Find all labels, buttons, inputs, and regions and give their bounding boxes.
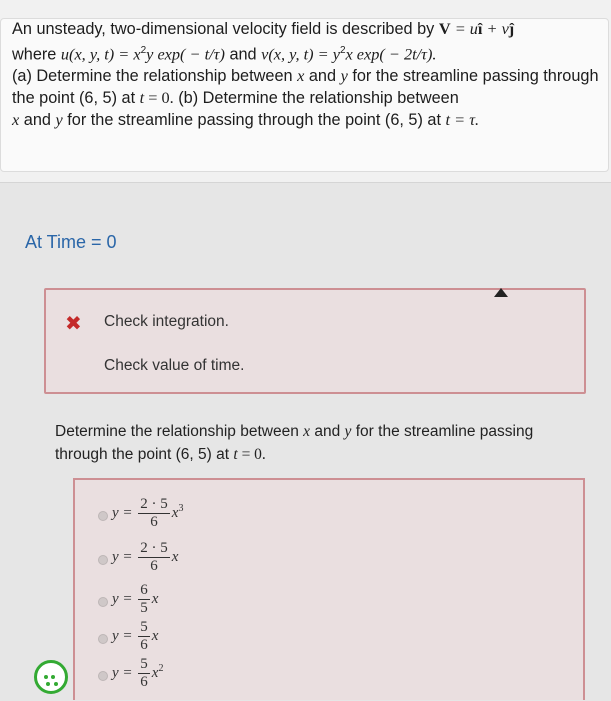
answer-option[interactable] [76, 538, 276, 582]
fraction-denominator: 6 [150, 558, 158, 574]
fraction-denominator: 6 [140, 637, 148, 653]
chat-bubble-icon[interactable] [34, 660, 68, 694]
fraction-denominator: 6 [150, 514, 158, 530]
problem-intro: An unsteady, two-dimensional velocity field is described by [12, 20, 435, 38]
option-exponent: 2 [158, 662, 164, 674]
fraction-denominator: 5 [140, 600, 148, 616]
and-word: and [229, 45, 257, 64]
velocity-symbol: V [438, 19, 451, 38]
option-fraction [138, 496, 170, 531]
part-a-text: (a) Determine the relationship between [12, 67, 293, 86]
answer-option[interactable] [76, 654, 276, 698]
u-definition-tail: y exp( − t/τ) [146, 44, 225, 64]
fraction-numerator: 5 [140, 619, 148, 635]
var-t: t [445, 110, 451, 130]
j-hat: ĵ [508, 19, 515, 38]
option-lhs: y = [112, 627, 133, 644]
radio-button[interactable] [98, 555, 108, 565]
v-definition: v(x, y, t) = y [261, 44, 340, 64]
time-heading: At Time = 0 [25, 232, 117, 252]
option-variable: x [171, 504, 179, 521]
option-variable: x [171, 548, 179, 565]
radio-button[interactable] [98, 511, 108, 521]
var-y: y [340, 66, 348, 86]
answer-option[interactable] [76, 494, 276, 538]
var-x: x [303, 423, 311, 440]
mouse-cursor-icon [494, 288, 508, 297]
option-lhs: y = [112, 548, 133, 565]
u-definition: u(x, y, t) = x [60, 44, 141, 64]
option-lhs: y = [112, 504, 133, 521]
option-fraction [138, 656, 150, 691]
var-y: y [55, 110, 63, 130]
option-fraction [138, 540, 170, 575]
option-variable: x [151, 627, 159, 644]
and-word: and [308, 67, 337, 86]
part-a-text-2: for the streamline passing through the point (6, 5) at [12, 67, 599, 108]
option-variable: x [151, 664, 159, 681]
eq-zero: = 0. [144, 88, 174, 108]
v-definition-tail: x exp( − 2t/τ). [345, 44, 437, 64]
eq-tau: = τ. [450, 110, 480, 130]
var-t: t [139, 88, 145, 108]
option-lhs: y = [112, 664, 133, 681]
fraction-denominator: 6 [140, 674, 148, 690]
feedback-message-2: Check value of time. [104, 357, 245, 374]
radio-button[interactable] [98, 634, 108, 644]
fraction-numerator: 5 [140, 656, 148, 672]
option-fraction [138, 619, 150, 654]
and-word: and [23, 111, 51, 130]
option-lhs: y = [112, 590, 133, 607]
close-icon: ✖ [65, 313, 82, 335]
velocity-plus: + v [482, 19, 509, 38]
i-hat: î [477, 19, 483, 38]
fraction-numerator: 2 · 5 [140, 496, 168, 512]
where-word: where [12, 45, 57, 64]
feedback-box [44, 288, 586, 394]
option-fraction [138, 582, 150, 617]
var-x: x [297, 66, 305, 86]
var-t: t [233, 446, 238, 463]
option-formula [112, 656, 163, 691]
var-x: x [12, 110, 20, 130]
option-formula [112, 582, 158, 617]
and-word: and [314, 423, 341, 440]
question-text-1: Determine the relationship between [55, 423, 299, 440]
part-b-text: (b) Determine the relationship between [178, 89, 459, 108]
problem-statement: An unsteady, two-dimensional velocity field is described by V = uî + vĵ where u(x, y, $t) = x^2y$ exp( − t/τ) and v(x, y, $t) = y^2x$ exp( − 2t/τ). (a) Determine the relationship between x and y for the streamline passing through the point (6, 5) at t = 0. (b) Determine the relationship between x and y for the streamline passing through the point (6, 5) at t = τ. [12, 19, 599, 130]
question-text-2: for the streamline passing through the point (6, 5) at [55, 423, 534, 463]
fraction-numerator: 2 · 5 [140, 540, 168, 556]
question-prompt [55, 420, 575, 466]
velocity-rhs: = u [450, 19, 478, 38]
eq-zero: = 0. [237, 446, 266, 463]
radio-button[interactable] [98, 597, 108, 607]
feedback-message-1: Check integration. [104, 313, 229, 330]
option-formula [112, 619, 158, 654]
option-formula [112, 540, 178, 575]
part-b-text-2: for the streamline passing through the point (6, 5) at [67, 111, 442, 130]
option-exponent: 3 [178, 502, 184, 514]
var-y: y [344, 423, 352, 440]
option-variable: x [151, 590, 159, 607]
fraction-numerator: 6 [140, 582, 148, 598]
radio-button[interactable] [98, 671, 108, 681]
option-formula [112, 496, 183, 531]
